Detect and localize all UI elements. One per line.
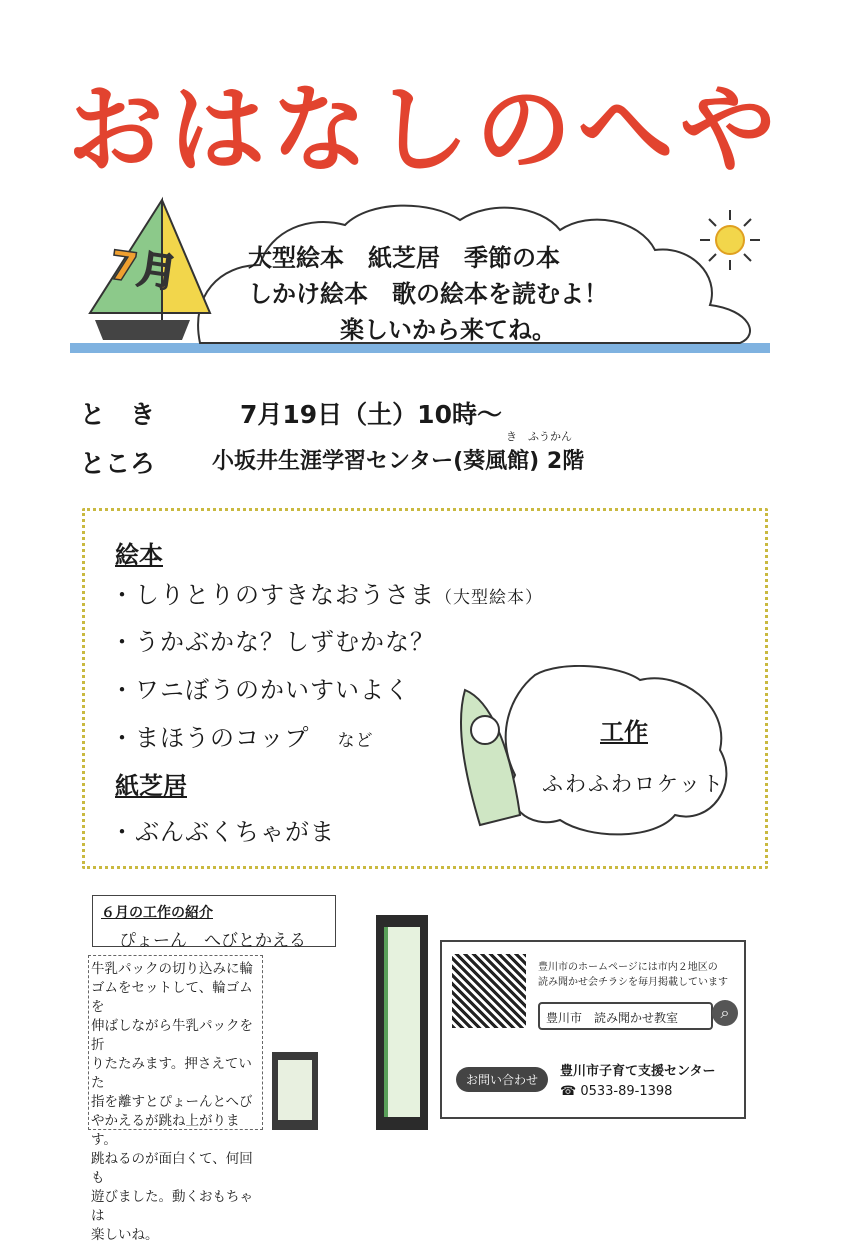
intro-line: 楽しいから来てね。	[340, 316, 556, 344]
qr-code-icon	[452, 954, 526, 1028]
kamishibai-heading: 紙芝居	[115, 772, 187, 800]
contact-box	[440, 940, 746, 1119]
photo-milk-carton	[376, 915, 428, 1130]
book-item: ・まほうのコップ など	[110, 724, 374, 752]
june-craft-name: ぴょーん へびとかえる	[119, 931, 306, 951]
rocket-window	[471, 716, 499, 744]
intro-text	[210, 240, 680, 348]
june-heading: ６月の工作の紹介	[101, 905, 213, 921]
place-ruby: き ふうかん	[506, 430, 572, 443]
when-value: 7月19日（土）10時～	[240, 400, 502, 429]
when-label: と き	[80, 400, 156, 429]
inquiry-label: お問い合わせ	[456, 1067, 548, 1092]
search-box: 豊川市 読み聞かせ教室	[538, 1002, 713, 1030]
book-item: ・ワニぼうのかいすいよく	[110, 676, 410, 704]
book-item: ・しりとりのすきなおうさま（大型絵本）	[110, 581, 543, 609]
photo-hand	[272, 1052, 318, 1130]
page-title: おはなしのへや	[67, 74, 782, 186]
intro-line: 大型絵本 紙芝居 季節の本	[248, 244, 560, 272]
intro-line: しかけ絵本 歌の絵本を読むよ！	[248, 280, 608, 308]
june-box	[92, 895, 336, 951]
search-icon: ⌕	[712, 1000, 738, 1026]
picture-books-heading: 絵本	[115, 541, 163, 569]
homepage-note: 豊川市のホームページには市内２地区の 読み聞かせ会チラシを毎月掲載しています	[538, 962, 728, 988]
craft-name: ふわふわロケット	[542, 772, 725, 796]
phone-number: ☎ 0533-89-1398	[560, 1084, 673, 1099]
boat-hull	[95, 320, 190, 340]
where-label: ところ	[80, 449, 156, 478]
book-item: ・うかぶかな？しずむかな？	[110, 628, 435, 656]
month-badge: 7月	[106, 242, 181, 298]
june-description: 牛乳パックの切り込みに輪 ゴムをセットして、輪ゴムを 伸ばしながら牛乳パックを折 りたたみます。押さえていた 指を離すとぴょーんとへび やかえるが跳ね上がります。 跳ねるのが面白くて、何回も 遊びました。動くおもちゃは 楽しいね。	[88, 955, 263, 1130]
center-name: 豊川市子育て支援センター	[560, 1064, 716, 1079]
craft-heading: 工作	[600, 718, 648, 746]
where-value: 小坂井生涯学習センター(葵風館) 2階	[212, 449, 585, 474]
sun-icon	[700, 210, 760, 270]
craft-cloud	[506, 666, 727, 834]
kamishibai-item: ・ぶんぶくちゃがま	[110, 818, 335, 846]
rocket-illustration	[440, 665, 740, 845]
